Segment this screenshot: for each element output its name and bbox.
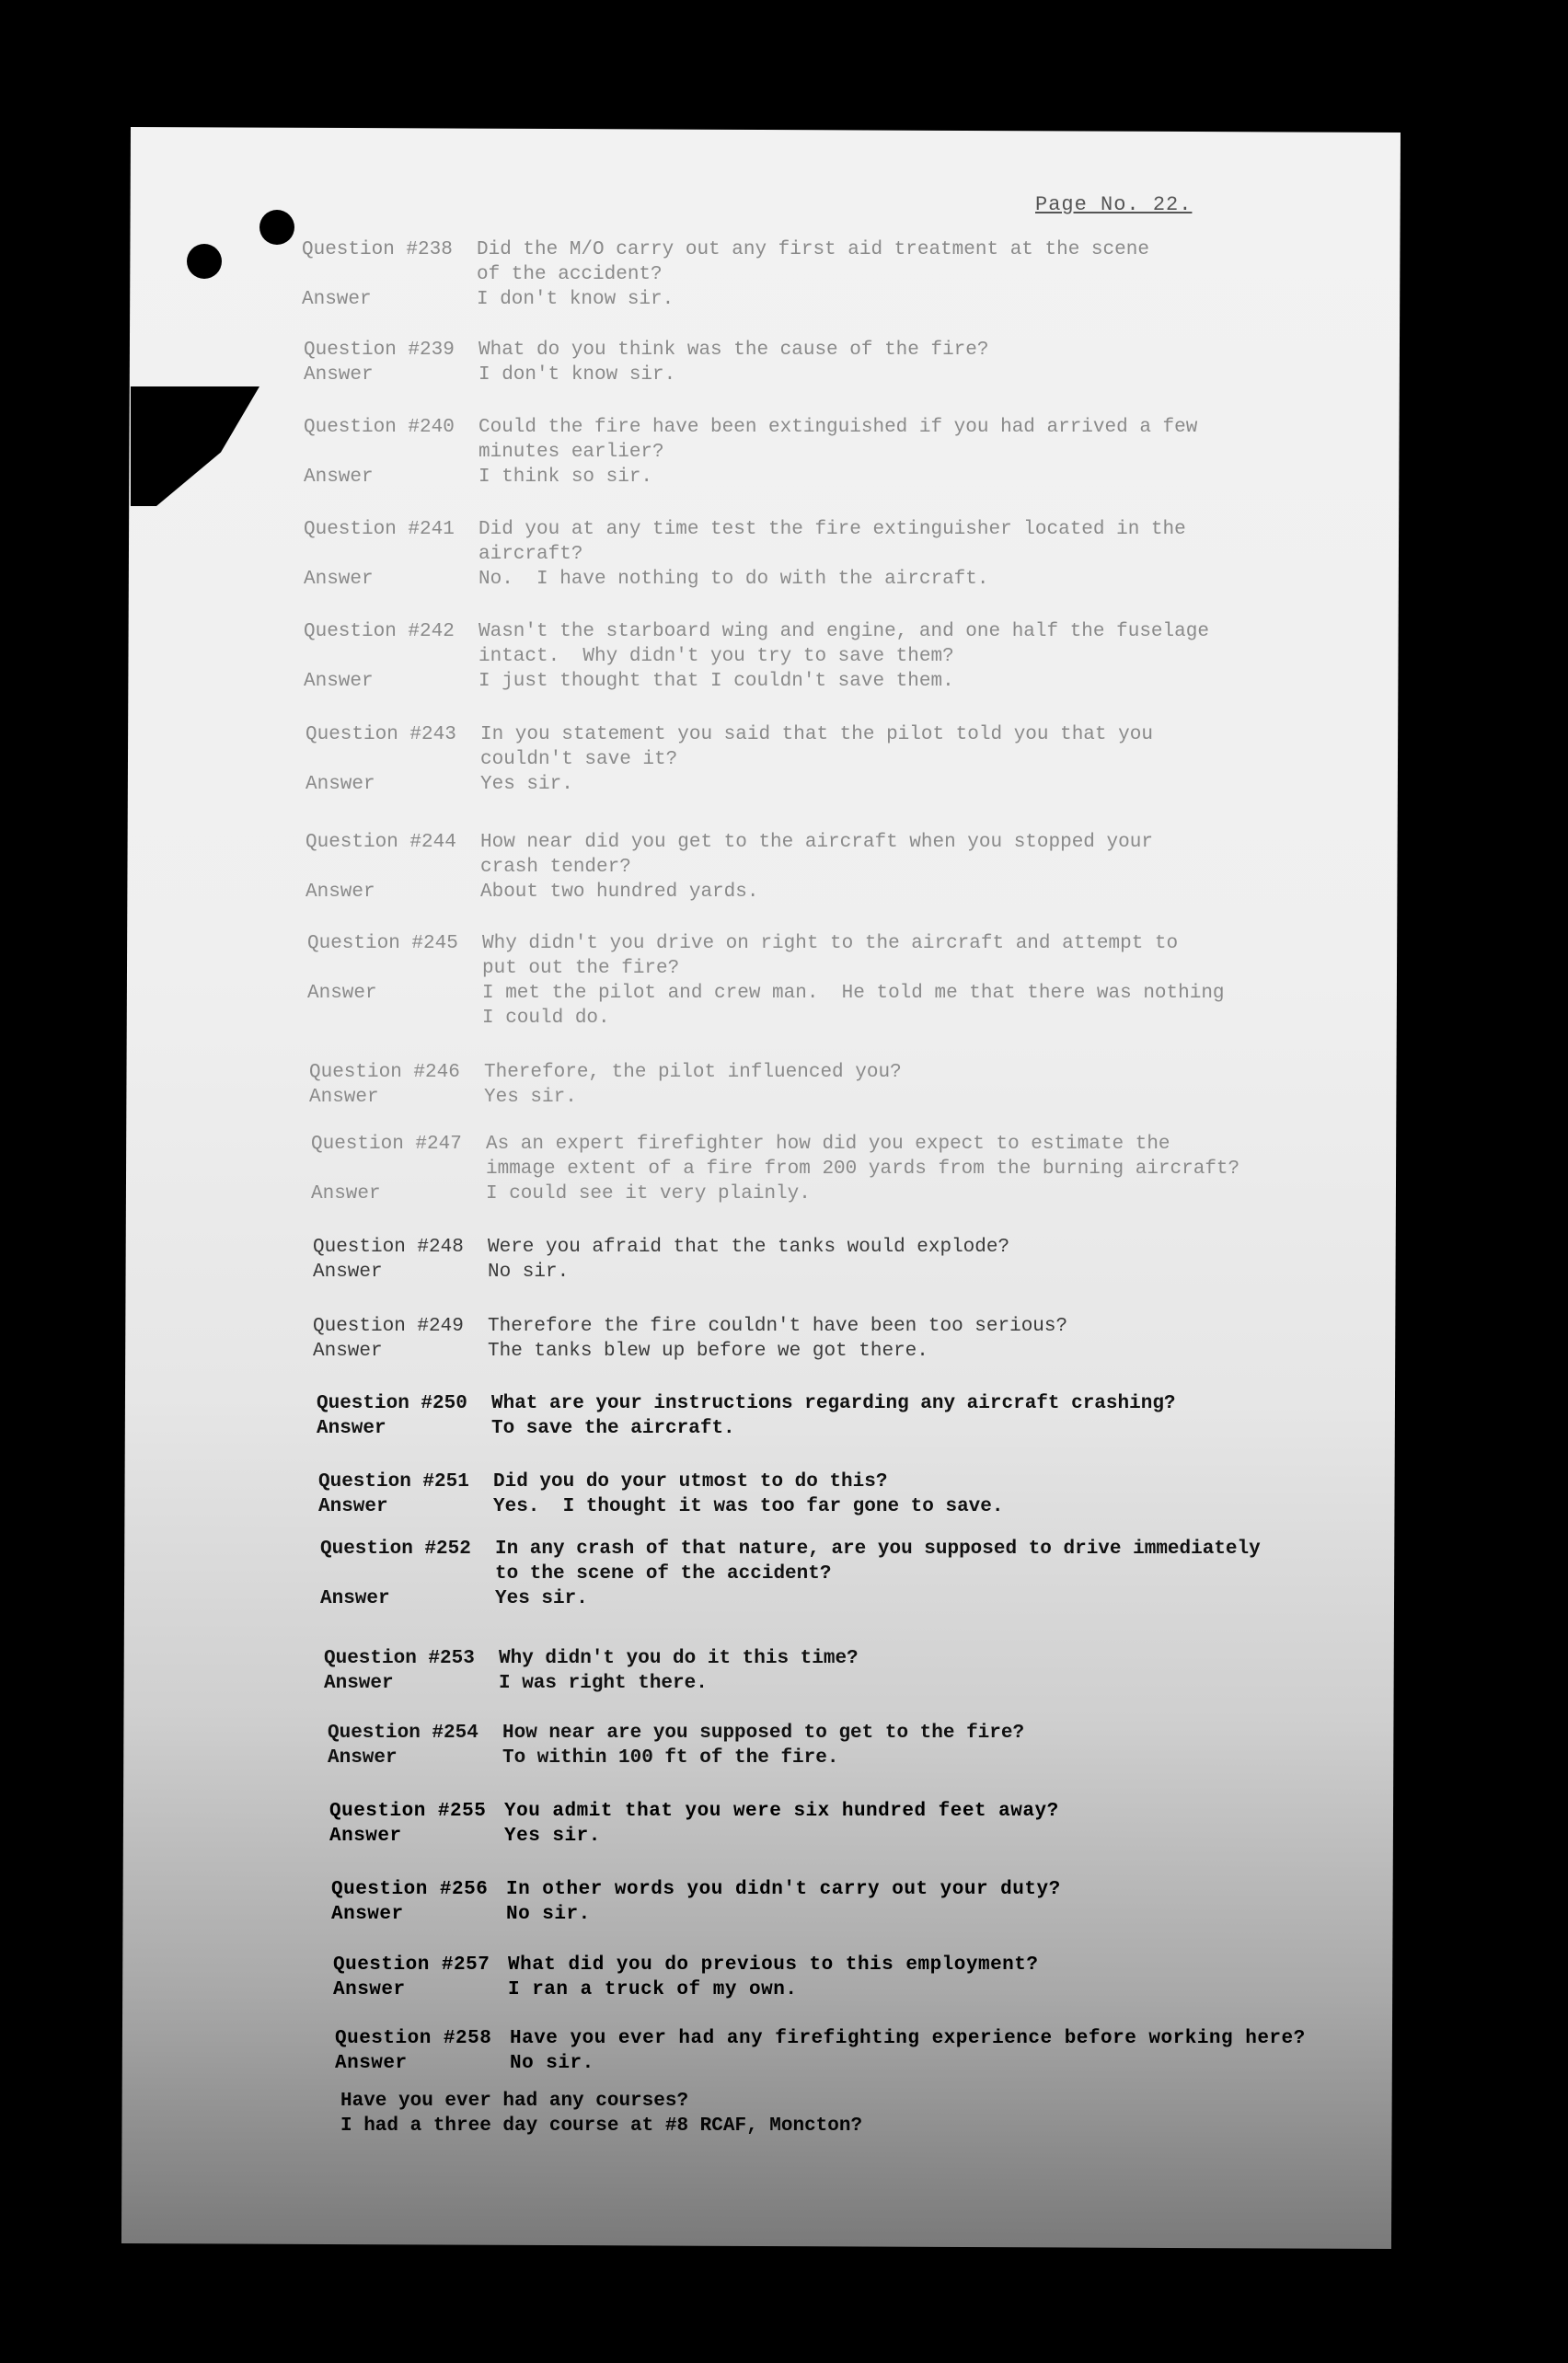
answer-label: Answer bbox=[304, 364, 374, 386]
question-text: Were you afraid that the tanks would explode? bbox=[488, 1237, 1010, 1258]
question-text: Therefore, the pilot influenced you? bbox=[484, 1062, 902, 1083]
answer-text: Yes sir. bbox=[504, 1826, 601, 1847]
question-label: Question #245 bbox=[307, 933, 458, 954]
question-label: Question #255 bbox=[329, 1801, 487, 1822]
question-text: In any crash of that nature, are you supposed to drive immediately to the scene of the accident? bbox=[495, 1539, 1261, 1585]
qa-entry bbox=[311, 1132, 1314, 1206]
answer-label: Answer bbox=[328, 1747, 398, 1769]
answer-label: Answer bbox=[333, 1979, 406, 2000]
answer-text: Yes. I thought it was too far gone to save. bbox=[493, 1496, 1004, 1517]
answer-text: I was right there. bbox=[499, 1673, 708, 1694]
answer-label: Answer bbox=[329, 1826, 402, 1847]
answer-label: Answer bbox=[318, 1496, 388, 1517]
answer-text: No. I have nothing to do with the aircraft. bbox=[478, 569, 989, 590]
answer-text: I just thought that I couldn't save them. bbox=[478, 671, 954, 692]
answer-text: I could see it very plainly. bbox=[486, 1183, 811, 1205]
question-text: Therefore the fire couldn't have been too serious? bbox=[488, 1316, 1068, 1337]
question-text: Could the fire have been extinguished if you had arrived a few minutes earlier? bbox=[478, 417, 1198, 463]
answer-label: Answer bbox=[304, 671, 374, 692]
answer-label: Answer bbox=[304, 569, 374, 590]
answer-label: Answer bbox=[307, 983, 377, 1004]
answer-text: Yes sir. bbox=[484, 1087, 577, 1108]
question-label: Question #238 bbox=[302, 239, 453, 260]
answer-label: Answer bbox=[317, 1418, 386, 1439]
qa-entry bbox=[313, 1314, 1316, 1364]
question-label: Question #253 bbox=[324, 1648, 475, 1669]
question-text: Did you at any time test the fire extinguisher located in the aircraft? bbox=[478, 519, 1186, 565]
question-text: As an expert firefighter how did you expect to estimate the immage extent of a fire from 200 yards from the burning aircraft? bbox=[486, 1134, 1240, 1180]
answer-text: I ran a truck of my own. bbox=[508, 1979, 798, 2000]
question-text: You admit that you were six hundred feet away? bbox=[504, 1801, 1059, 1822]
question-label: Question #241 bbox=[304, 519, 455, 540]
question-text: What do you think was the cause of the fire? bbox=[478, 340, 989, 361]
qa-entry bbox=[307, 931, 1310, 1031]
trailing-answer: I had a three day course at #8 RCAF, Moncton? bbox=[340, 2115, 863, 2137]
answer-text: To within 100 ft of the fire. bbox=[502, 1747, 839, 1769]
question-text: In you statement you said that the pilot told you that you couldn't save it? bbox=[480, 724, 1153, 770]
trailing-entry bbox=[193, 2089, 1021, 2172]
answer-text: No sir. bbox=[510, 2053, 594, 2074]
qa-entry bbox=[335, 2026, 1338, 2076]
qa-entry bbox=[317, 1391, 1320, 1441]
qa-entry bbox=[313, 1235, 1316, 1285]
question-text: Why didn't you drive on right to the aircraft and attempt to put out the fire? bbox=[482, 933, 1179, 979]
question-label: Question #252 bbox=[320, 1539, 471, 1560]
question-label: Question #240 bbox=[304, 417, 455, 438]
answer-text: I met the pilot and crew man. He told me that there was nothing I could do. bbox=[482, 983, 1225, 1029]
question-text: Why didn't you do it this time? bbox=[499, 1648, 859, 1669]
qa-entry bbox=[328, 1721, 1331, 1770]
question-label: Question #246 bbox=[309, 1062, 460, 1083]
qa-entry bbox=[331, 1877, 1334, 1927]
question-label: Question #243 bbox=[306, 724, 456, 745]
question-text: Did you do your utmost to do this? bbox=[493, 1471, 888, 1493]
answer-label: Answer bbox=[309, 1087, 379, 1108]
answer-text: About two hundred yards. bbox=[480, 882, 759, 903]
question-text: Have you ever had any firefighting experience before working here? bbox=[510, 2028, 1306, 2049]
question-label: Question #247 bbox=[311, 1134, 462, 1155]
answer-text: To save the aircraft. bbox=[491, 1418, 735, 1439]
qa-entry bbox=[333, 1953, 1336, 2002]
answer-text: No sir. bbox=[488, 1262, 570, 1283]
answer-label: Answer bbox=[304, 467, 374, 488]
qa-entry bbox=[320, 1537, 1323, 1611]
answer-text: The tanks blew up before we got there. bbox=[488, 1341, 928, 1362]
qa-entry bbox=[302, 237, 1305, 312]
answer-label: Answer bbox=[306, 774, 375, 795]
question-label: Question #257 bbox=[333, 1954, 490, 1976]
question-text: What are your instructions regarding any aircraft crashing? bbox=[491, 1393, 1176, 1414]
question-label: Question #242 bbox=[304, 621, 455, 642]
qa-entry bbox=[306, 830, 1309, 905]
qa-entry bbox=[304, 619, 1307, 694]
answer-label: Answer bbox=[302, 289, 372, 310]
answer-label: Answer bbox=[311, 1183, 381, 1205]
answer-text: I think so sir. bbox=[478, 467, 653, 488]
page-number: Page No. 22. bbox=[1035, 193, 1193, 216]
question-label: Question #256 bbox=[331, 1879, 489, 1900]
answer-text: I don't know sir. bbox=[477, 289, 674, 310]
question-label: Question #244 bbox=[306, 832, 456, 853]
qa-entry bbox=[304, 517, 1307, 592]
question-label: Question #248 bbox=[313, 1237, 464, 1258]
answer-text: Yes sir. bbox=[495, 1588, 588, 1609]
answer-label: Answer bbox=[331, 1904, 404, 1925]
qa-entry bbox=[324, 1646, 1327, 1696]
question-text: How near did you get to the aircraft when you stopped your crash tender? bbox=[480, 832, 1153, 878]
qa-entry bbox=[318, 1470, 1321, 1519]
qa-entry bbox=[329, 1799, 1332, 1849]
answer-text: Yes sir. bbox=[480, 774, 573, 795]
qa-entry bbox=[309, 1060, 1312, 1110]
punch-hole bbox=[259, 210, 294, 245]
question-text: In other words you didn't carry out your duty? bbox=[506, 1879, 1061, 1900]
question-label: Question #254 bbox=[328, 1723, 478, 1744]
question-label: Question #251 bbox=[318, 1471, 469, 1493]
answer-label: Answer bbox=[306, 882, 375, 903]
question-label: Question #250 bbox=[317, 1393, 467, 1414]
qa-entry bbox=[304, 338, 1307, 387]
question-text: How near are you supposed to get to the fire? bbox=[502, 1723, 1025, 1744]
question-text: Wasn't the starboard wing and engine, and one half the fuselage intact. Why didn't you try to save them? bbox=[478, 621, 1209, 667]
answer-label: Answer bbox=[320, 1588, 390, 1609]
punch-hole bbox=[187, 244, 222, 279]
qa-entry bbox=[306, 722, 1309, 797]
question-text: Did the M/O carry out any first aid treatment at the scene of the accident? bbox=[477, 239, 1149, 285]
question-label: Question #239 bbox=[304, 340, 455, 361]
question-text: What did you do previous to this employment? bbox=[508, 1954, 1039, 1976]
answer-label: Answer bbox=[313, 1262, 383, 1283]
answer-label: Answer bbox=[324, 1673, 394, 1694]
answer-text: I don't know sir. bbox=[478, 364, 676, 386]
answer-label: Answer bbox=[335, 2053, 408, 2074]
answer-label: Answer bbox=[313, 1341, 383, 1362]
question-label: Question #249 bbox=[313, 1316, 464, 1337]
trailing-question: Have you ever had any courses? bbox=[340, 2091, 689, 2112]
answer-text: No sir. bbox=[506, 1904, 591, 1925]
question-label: Question #258 bbox=[335, 2028, 492, 2049]
qa-entry bbox=[304, 415, 1307, 490]
